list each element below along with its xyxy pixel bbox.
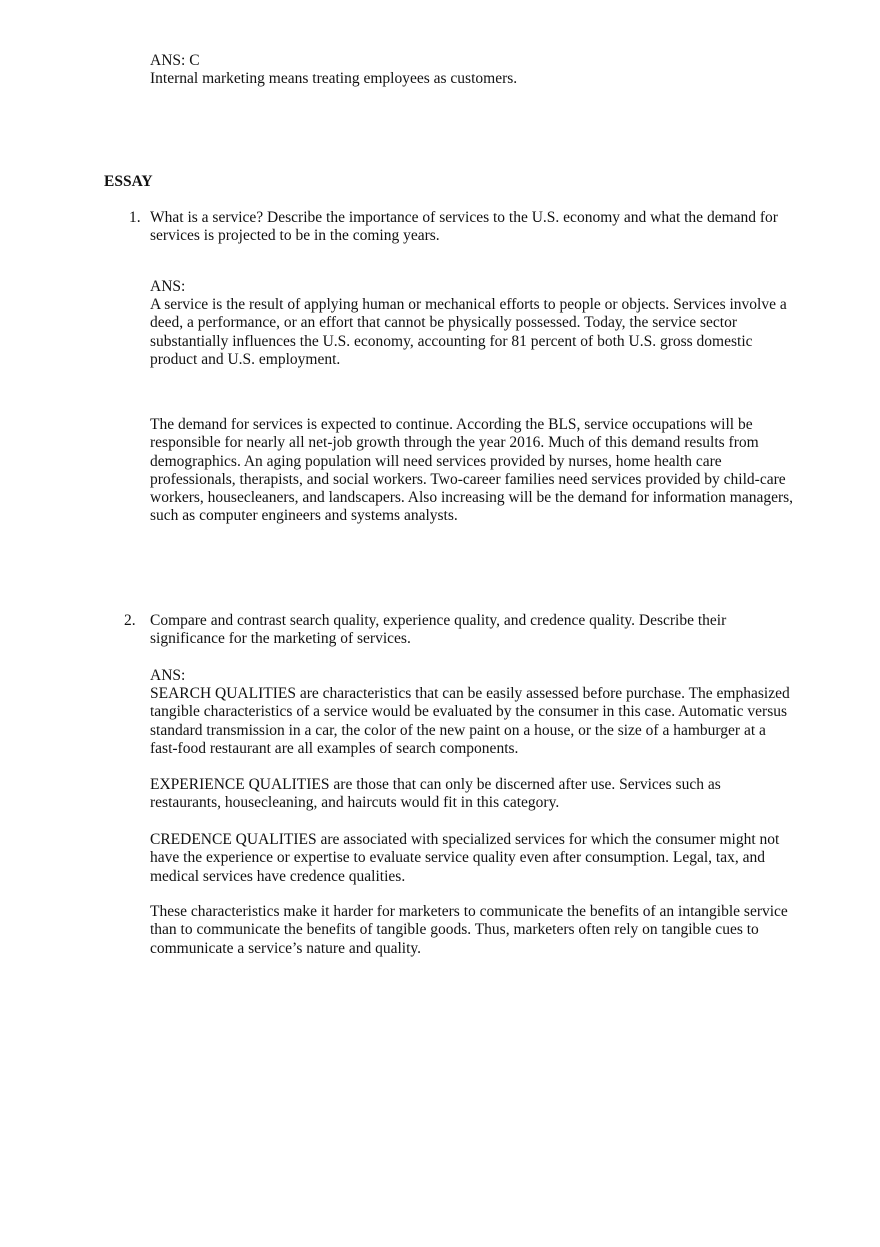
answer-line: workers, housecleaners, and landscapers. Also increasing will be the demand for information managers, <box>150 489 794 507</box>
answer-line: restaurants, housecleaning, and haircuts would fit in this category. <box>150 794 560 812</box>
answer-line: EXPERIENCE QUALITIES are those that can only be discerned after use. Services such as <box>150 776 721 793</box>
answer-line: CREDENCE QUALITIES are associated with specialized services for which the consumer might not <box>150 831 780 848</box>
answer-line: than to communicate the benefits of tangible goods. Thus, marketers often rely on tangible cues to <box>150 921 759 939</box>
question-text <box>150 209 778 246</box>
answer-line: demographics. An aging population will need services provided by nurses, home health care <box>150 452 722 470</box>
answer-paragraph <box>150 416 793 526</box>
question-number: 1. <box>129 209 141 226</box>
answer-line: substantially influences the U.S. economy, accounting for 81 percent of both U.S. gross domestic <box>150 332 753 350</box>
answer-line: responsible for nearly all net-job growth through the year 2016. Much of this demand results from <box>150 434 759 452</box>
answer-line: deed, a performance, or an effort that cannot be physically possessed. Today, the service sector <box>150 314 737 332</box>
answer-line: standard transmission in a car, the color of the new paint on a house, or the size of a hamburger at a <box>150 721 766 739</box>
answer-label: ANS: <box>150 278 186 295</box>
answer-paragraph <box>150 903 788 958</box>
answer-line: A service is the result of applying human or mechanical efforts to people or objects. Services involve a <box>150 296 787 313</box>
question-line: services is projected to be in the coming years. <box>150 227 440 245</box>
answer-label: ANS: <box>150 667 186 684</box>
answer-line: product and U.S. employment. <box>150 350 341 368</box>
answer-line: The demand for services is expected to continue. According the BLS, service occupations will be <box>150 416 753 433</box>
question-line: What is a service? Describe the importance of services to the U.S. economy and what the demand for <box>150 209 778 226</box>
answer-line: tangible characteristics of a service would be evaluated by the consumer in this case. Automatic versus <box>150 703 788 721</box>
answer-line: communicate a service’s nature and quality. <box>150 939 422 957</box>
answer-paragraph <box>150 685 790 758</box>
question-number: 2. <box>124 612 136 629</box>
answer-line: such as computer engineers and systems analysts. <box>150 507 458 525</box>
answer-line: SEARCH QUALITIES are characteristics that can be easily assessed before purchase. The emphasized <box>150 685 790 702</box>
prev-answer-explanation: Internal marketing means treating employees as customers. <box>150 70 518 87</box>
answer-paragraph <box>150 296 787 369</box>
prev-answer-label: ANS: C <box>150 52 200 69</box>
answer-line: professionals, therapists, and social workers. Two-career families need services provided by child-care <box>150 470 786 488</box>
section-heading: ESSAY <box>104 173 153 190</box>
answer-line: fast-food restaurant are all examples of search components. <box>150 739 519 757</box>
answer-line: have the experience or expertise to evaluate service quality even after consumption. Legal, tax, and <box>150 849 765 867</box>
answer-paragraph <box>150 776 721 813</box>
question-line: significance for the marketing of services. <box>150 630 411 648</box>
answer-line: medical services have credence qualities. <box>150 867 406 885</box>
question-text <box>150 612 726 649</box>
question-line: Compare and contrast search quality, experience quality, and credence quality. Describe their <box>150 612 727 629</box>
answer-line: These characteristics make it harder for marketers to communicate the benefits of an intangible service <box>150 903 788 920</box>
answer-paragraph <box>150 831 779 886</box>
